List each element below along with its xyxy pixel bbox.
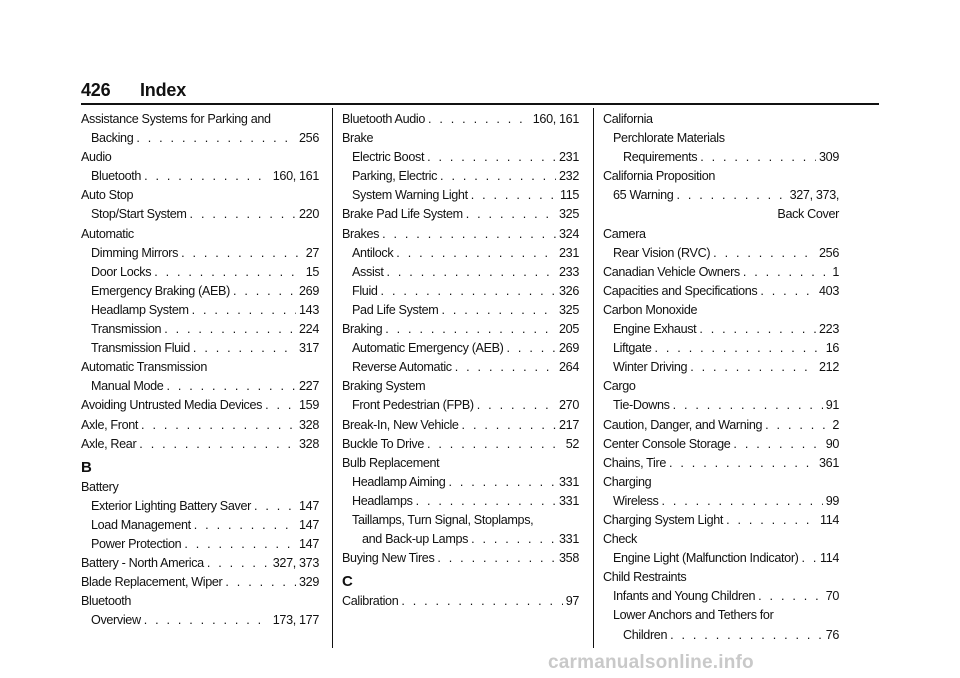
- entry-term: Charging: [603, 474, 652, 489]
- entry-term: Break-In, New Vehicle: [342, 417, 459, 432]
- entry-term: Rear Vision (RVC): [613, 245, 711, 260]
- entry-term: Children: [623, 627, 668, 642]
- index-entry: [342, 225, 579, 244]
- entry-term: Buying New Tires: [342, 551, 435, 566]
- dot-leader: [676, 186, 786, 205]
- index-heading: [342, 511, 579, 530]
- page-reference: 361: [819, 455, 839, 470]
- page-reference: 205: [559, 322, 579, 337]
- index-entry: [81, 205, 319, 224]
- index-entry: [342, 205, 579, 224]
- dot-leader: [164, 320, 296, 339]
- page-number: 426: [81, 80, 111, 100]
- index-entry: [603, 358, 839, 377]
- page-reference: 327, 373: [272, 556, 319, 571]
- index-heading: [81, 592, 319, 611]
- index-entry: [603, 416, 839, 435]
- entry-term: Fluid: [352, 283, 378, 298]
- entry-term: Engine Exhaust: [613, 322, 697, 337]
- dot-leader: [387, 263, 557, 282]
- dot-leader: [382, 225, 556, 244]
- index-entry: [603, 626, 839, 645]
- index-entry: [603, 320, 839, 339]
- dot-leader: [144, 611, 270, 630]
- page-reference: 173, 177: [272, 613, 319, 628]
- index-entry: [603, 492, 839, 511]
- index-entry: [342, 282, 579, 301]
- index-entry: [603, 148, 839, 167]
- entry-term: Bluetooth Audio: [342, 112, 425, 126]
- column-divider: [593, 108, 594, 648]
- index-column-1: [81, 110, 319, 630]
- index-entry: [81, 263, 319, 282]
- entry-term: Brakes: [342, 226, 380, 241]
- dot-leader: [427, 148, 556, 167]
- page-reference: 269: [299, 283, 319, 298]
- index-entry: [603, 186, 839, 205]
- index-heading: [603, 530, 839, 549]
- section-letter: B: [81, 458, 92, 476]
- dot-leader: [507, 339, 557, 358]
- entry-term: Assistance Systems for Parking and: [81, 112, 271, 126]
- entry-term: Pad Life System: [352, 302, 439, 317]
- index-entry: [81, 129, 319, 148]
- index-heading: [603, 167, 839, 186]
- page-reference: 325: [559, 302, 579, 317]
- index-entry: [81, 535, 319, 554]
- index-entry: [342, 592, 579, 611]
- index-entry: [81, 167, 319, 186]
- index-column-3: [603, 110, 839, 645]
- dot-leader: [207, 554, 270, 573]
- entry-term: California: [603, 112, 653, 126]
- entry-term: Electric Boost: [352, 150, 425, 165]
- dot-leader: [455, 358, 556, 377]
- index-entry: [81, 573, 319, 592]
- page-reference: 256: [819, 245, 839, 260]
- page-reference: 160, 161: [532, 112, 579, 126]
- entry-term: Transmission Fluid: [91, 341, 190, 356]
- page-reference: 227: [299, 379, 319, 394]
- entry-term: Headlamps: [352, 493, 413, 508]
- dot-leader: [462, 416, 556, 435]
- page-reference: 52: [565, 436, 579, 451]
- dot-leader: [139, 435, 296, 454]
- dot-leader: [471, 186, 557, 205]
- page-reference: 99: [825, 493, 839, 508]
- index-heading: [603, 568, 839, 587]
- entry-term: Axle, Front: [81, 417, 139, 432]
- entry-term: Auto Stop: [81, 188, 134, 203]
- index-heading: [342, 377, 579, 396]
- dot-leader: [758, 587, 823, 606]
- page-reference: 147: [299, 498, 319, 513]
- index-entry: [81, 377, 319, 396]
- index-entry: [342, 110, 579, 129]
- entry-term: Infants and Young Children: [613, 589, 756, 604]
- page-reference: 331: [559, 474, 579, 489]
- entry-term: Calibration: [342, 594, 399, 609]
- entry-term: Bluetooth: [81, 594, 132, 609]
- index-entry: [81, 497, 319, 516]
- index-entry: [81, 611, 319, 630]
- entry-term: Brake: [342, 131, 374, 146]
- dot-leader: [661, 492, 822, 511]
- dot-leader: [471, 530, 556, 549]
- index-entry: [342, 244, 579, 263]
- index-entry: [603, 549, 839, 568]
- page-reference: 70: [825, 589, 839, 604]
- entry-term: System Warning Light: [352, 188, 468, 203]
- index-heading: [81, 478, 319, 497]
- index-entry: [81, 516, 319, 535]
- page-reference: 115: [559, 188, 579, 203]
- entry-term: Engine Light (Malfunction Indicator): [613, 551, 799, 566]
- entry-term: Caution, Danger, and Warning: [603, 417, 763, 432]
- page-reference: 16: [825, 341, 839, 356]
- dot-leader: [765, 416, 829, 435]
- dot-leader: [381, 282, 556, 301]
- entry-term: Reverse Automatic: [352, 360, 452, 375]
- page-reference: 27: [305, 245, 319, 260]
- index-entry: [342, 339, 579, 358]
- index-entry: [603, 244, 839, 263]
- dot-leader: [385, 320, 556, 339]
- index-entry: [603, 454, 839, 473]
- page-reference: 326: [559, 283, 579, 298]
- entry-term: Front Pedestrian (FPB): [352, 398, 474, 413]
- entry-term: Blade Replacement, Wiper: [81, 575, 223, 590]
- index-entry: [81, 435, 319, 454]
- index-heading: [603, 606, 839, 625]
- index-entry: [81, 301, 319, 320]
- dot-leader: [141, 416, 296, 435]
- page-reference: 325: [559, 207, 579, 222]
- entry-term: Avoiding Untrusted Media Devices: [81, 398, 263, 413]
- page-reference: 328: [299, 436, 319, 451]
- page-title: Index: [140, 80, 187, 100]
- page-reference: 233: [559, 264, 579, 279]
- entry-term: Overview: [91, 613, 141, 628]
- dot-leader: [166, 377, 296, 396]
- index-entry: [342, 435, 579, 454]
- page-reference: 97: [565, 594, 579, 609]
- dot-leader: [670, 626, 823, 645]
- index-entry: [603, 263, 839, 282]
- index-entry: [81, 282, 319, 301]
- entry-term: Braking System: [342, 379, 426, 394]
- page-reference: 231: [559, 150, 579, 165]
- entry-term: Perchlorate Materials: [613, 131, 725, 146]
- index-entry: [342, 301, 579, 320]
- entry-term: Automatic Transmission: [81, 360, 207, 375]
- index-entry: [81, 554, 319, 573]
- index-entry: [603, 282, 839, 301]
- index-heading: [603, 301, 839, 320]
- entry-term: Chains, Tire: [603, 455, 666, 470]
- entry-term: Wireless: [613, 493, 659, 508]
- entry-term: Capacities and Specifications: [603, 283, 758, 298]
- page-reference: 2: [832, 417, 839, 432]
- entry-term: Power Protection: [91, 536, 182, 551]
- entry-term: Parking, Electric: [352, 169, 438, 184]
- dot-leader: [669, 454, 816, 473]
- watermark: carmanualsonline.info: [548, 652, 754, 673]
- index-entry: [342, 358, 579, 377]
- entry-term: Liftgate: [613, 341, 652, 356]
- dot-leader: [154, 263, 302, 282]
- entry-term: Battery: [81, 479, 119, 494]
- entry-term: Charging System Light: [603, 512, 724, 527]
- index-heading: [342, 129, 579, 148]
- page-reference: 331: [559, 532, 579, 547]
- index-heading: [81, 148, 319, 167]
- dot-leader: [690, 358, 816, 377]
- dot-leader: [713, 244, 816, 263]
- page-reference: 217: [559, 417, 579, 432]
- entry-term: Winter Driving: [613, 360, 688, 375]
- page-reference: 114: [819, 512, 839, 527]
- entry-term: Stop/Start System: [91, 207, 187, 222]
- page-reference: 232: [559, 169, 579, 184]
- page-reference: 160, 161: [272, 169, 319, 184]
- dot-leader: [726, 511, 817, 530]
- entry-term: Bulb Replacement: [342, 455, 440, 470]
- index-entry: [342, 492, 579, 511]
- index-entry: [81, 416, 319, 435]
- entry-term: Lower Anchors and Tethers for: [613, 608, 774, 623]
- page-reference: 147: [299, 536, 319, 551]
- dot-leader: [699, 320, 816, 339]
- dot-leader: [673, 396, 823, 415]
- dot-leader: [466, 205, 556, 224]
- entry-term: Door Locks: [91, 264, 152, 279]
- entry-term: Brake Pad Life System: [342, 207, 463, 222]
- dot-leader: [193, 339, 296, 358]
- index-heading: [603, 473, 839, 492]
- page-reference: 147: [299, 517, 319, 532]
- entry-term: Antilock: [352, 245, 394, 260]
- entry-term: Camera: [603, 226, 646, 241]
- index-entry: [603, 435, 839, 454]
- entry-term: Transmission: [91, 322, 162, 337]
- index-entry: [81, 396, 319, 415]
- entry-term: Canadian Vehicle Owners: [603, 264, 740, 279]
- page-header: [81, 80, 186, 101]
- entry-term: Tie-Downs: [613, 398, 670, 413]
- page-reference: 224: [299, 322, 319, 337]
- page-reference: 159: [299, 398, 319, 413]
- dot-leader: [655, 339, 823, 358]
- dot-leader: [448, 473, 556, 492]
- page-reference: 269: [559, 341, 579, 356]
- dot-leader: [700, 148, 816, 167]
- index-heading: [342, 454, 579, 473]
- dot-leader: [194, 516, 296, 535]
- page-reference: 231: [559, 245, 579, 260]
- dot-leader: [225, 573, 296, 592]
- page-reference: 358: [559, 551, 579, 566]
- page-reference: 1: [832, 264, 839, 279]
- dot-leader: [802, 549, 817, 568]
- entry-term: Automatic: [81, 226, 134, 241]
- dot-leader: [401, 592, 562, 611]
- index-entry: [342, 263, 579, 282]
- entry-term: California Proposition: [603, 169, 716, 184]
- entry-term: and Back-up Lamps: [362, 532, 469, 547]
- entry-term: Cargo: [603, 379, 636, 394]
- page-reference: 317: [299, 341, 319, 356]
- entry-term: Backing: [91, 131, 134, 146]
- entry-term: 65 Warning: [613, 188, 674, 203]
- dot-leader: [416, 492, 556, 511]
- dot-leader: [265, 396, 296, 415]
- entry-term: Carbon Monoxide: [603, 302, 698, 317]
- index-heading: [81, 225, 319, 244]
- index-heading: [603, 110, 839, 129]
- page-reference: 329: [299, 575, 319, 590]
- page-reference: 256: [299, 131, 319, 146]
- entry-term: Requirements: [623, 150, 698, 165]
- dot-leader: [181, 244, 303, 263]
- entry-term: Headlamp Aiming: [352, 474, 446, 489]
- entry-term: Audio: [81, 150, 112, 165]
- dot-leader: [190, 205, 296, 224]
- dot-leader: [440, 167, 556, 186]
- page-reference: 327, 373,: [789, 188, 839, 203]
- index-entry: [603, 587, 839, 606]
- page-reference: 212: [819, 360, 839, 375]
- page-reference: 324: [559, 226, 579, 241]
- header-rule: [81, 103, 879, 105]
- entry-term: Bluetooth: [91, 169, 142, 184]
- page-reference: 143: [299, 302, 319, 317]
- index-heading: [603, 377, 839, 396]
- page-reference: 309: [819, 150, 839, 165]
- entry-term: Dimming Mirrors: [91, 245, 179, 260]
- index-entry: [342, 186, 579, 205]
- page-reference: 270: [559, 398, 579, 413]
- index-entry: [342, 320, 579, 339]
- index-continuation: Back Cover: [777, 207, 839, 222]
- entry-term: Braking: [342, 322, 383, 337]
- entry-term: Axle, Rear: [81, 436, 137, 451]
- dot-leader: [396, 244, 556, 263]
- index-entry: [342, 530, 579, 549]
- index-entry: [342, 148, 579, 167]
- dot-leader: [427, 435, 563, 454]
- entry-term: Taillamps, Turn Signal, Stoplamps,: [352, 512, 534, 527]
- section-letter: C: [342, 573, 353, 591]
- index-heading: [81, 358, 319, 377]
- entry-term: Exterior Lighting Battery Saver: [91, 498, 251, 513]
- dot-leader: [743, 263, 829, 282]
- index-entry: [342, 473, 579, 492]
- entry-term: Manual Mode: [91, 379, 164, 394]
- entry-term: Child Restraints: [603, 570, 687, 585]
- index-entry: [81, 339, 319, 358]
- page-reference: 91: [825, 398, 839, 413]
- page-reference: 223: [819, 322, 839, 337]
- index-entry: [603, 339, 839, 358]
- page-reference: 76: [825, 627, 839, 642]
- index-heading: [603, 225, 839, 244]
- index-entry: [342, 396, 579, 415]
- dot-leader: [192, 301, 296, 320]
- entry-term: Emergency Braking (AEB): [91, 283, 230, 298]
- dot-leader: [441, 301, 556, 320]
- index-entry: [342, 549, 579, 568]
- dot-leader: [437, 549, 556, 568]
- dot-leader: [184, 535, 296, 554]
- entry-term: Automatic Emergency (AEB): [352, 341, 504, 356]
- index-column-2: [342, 110, 579, 611]
- index-entry: [81, 244, 319, 263]
- index-heading: [603, 129, 839, 148]
- entry-term: Check: [603, 532, 637, 547]
- index-entry: [342, 416, 579, 435]
- entry-term: Load Management: [91, 517, 191, 532]
- index-entry: [81, 320, 319, 339]
- page-reference: 90: [825, 436, 839, 451]
- page-reference: 331: [559, 493, 579, 508]
- index-entry: [603, 511, 839, 530]
- entry-term: Assist: [352, 264, 384, 279]
- page-reference: 264: [559, 360, 579, 375]
- dot-leader: [428, 110, 530, 129]
- index-heading: [81, 110, 319, 129]
- dot-leader: [144, 167, 270, 186]
- dot-leader: [233, 282, 296, 301]
- dot-leader: [760, 282, 816, 301]
- page-reference: 15: [305, 264, 319, 279]
- index-heading: [81, 186, 319, 205]
- entry-term: Center Console Storage: [603, 436, 731, 451]
- dot-leader: [733, 435, 822, 454]
- entry-term: Battery - North America: [81, 556, 204, 571]
- dot-leader: [254, 497, 296, 516]
- page-reference: 220: [299, 207, 319, 222]
- dot-leader: [136, 129, 296, 148]
- dot-leader: [477, 396, 556, 415]
- column-divider: [332, 108, 333, 648]
- page-reference: 114: [819, 551, 839, 566]
- entry-term: Headlamp System: [91, 302, 189, 317]
- index-entry: [342, 167, 579, 186]
- entry-term: Buckle To Drive: [342, 436, 425, 451]
- page-reference: 328: [299, 417, 319, 432]
- page-reference: 403: [819, 283, 839, 298]
- index-entry: [603, 396, 839, 415]
